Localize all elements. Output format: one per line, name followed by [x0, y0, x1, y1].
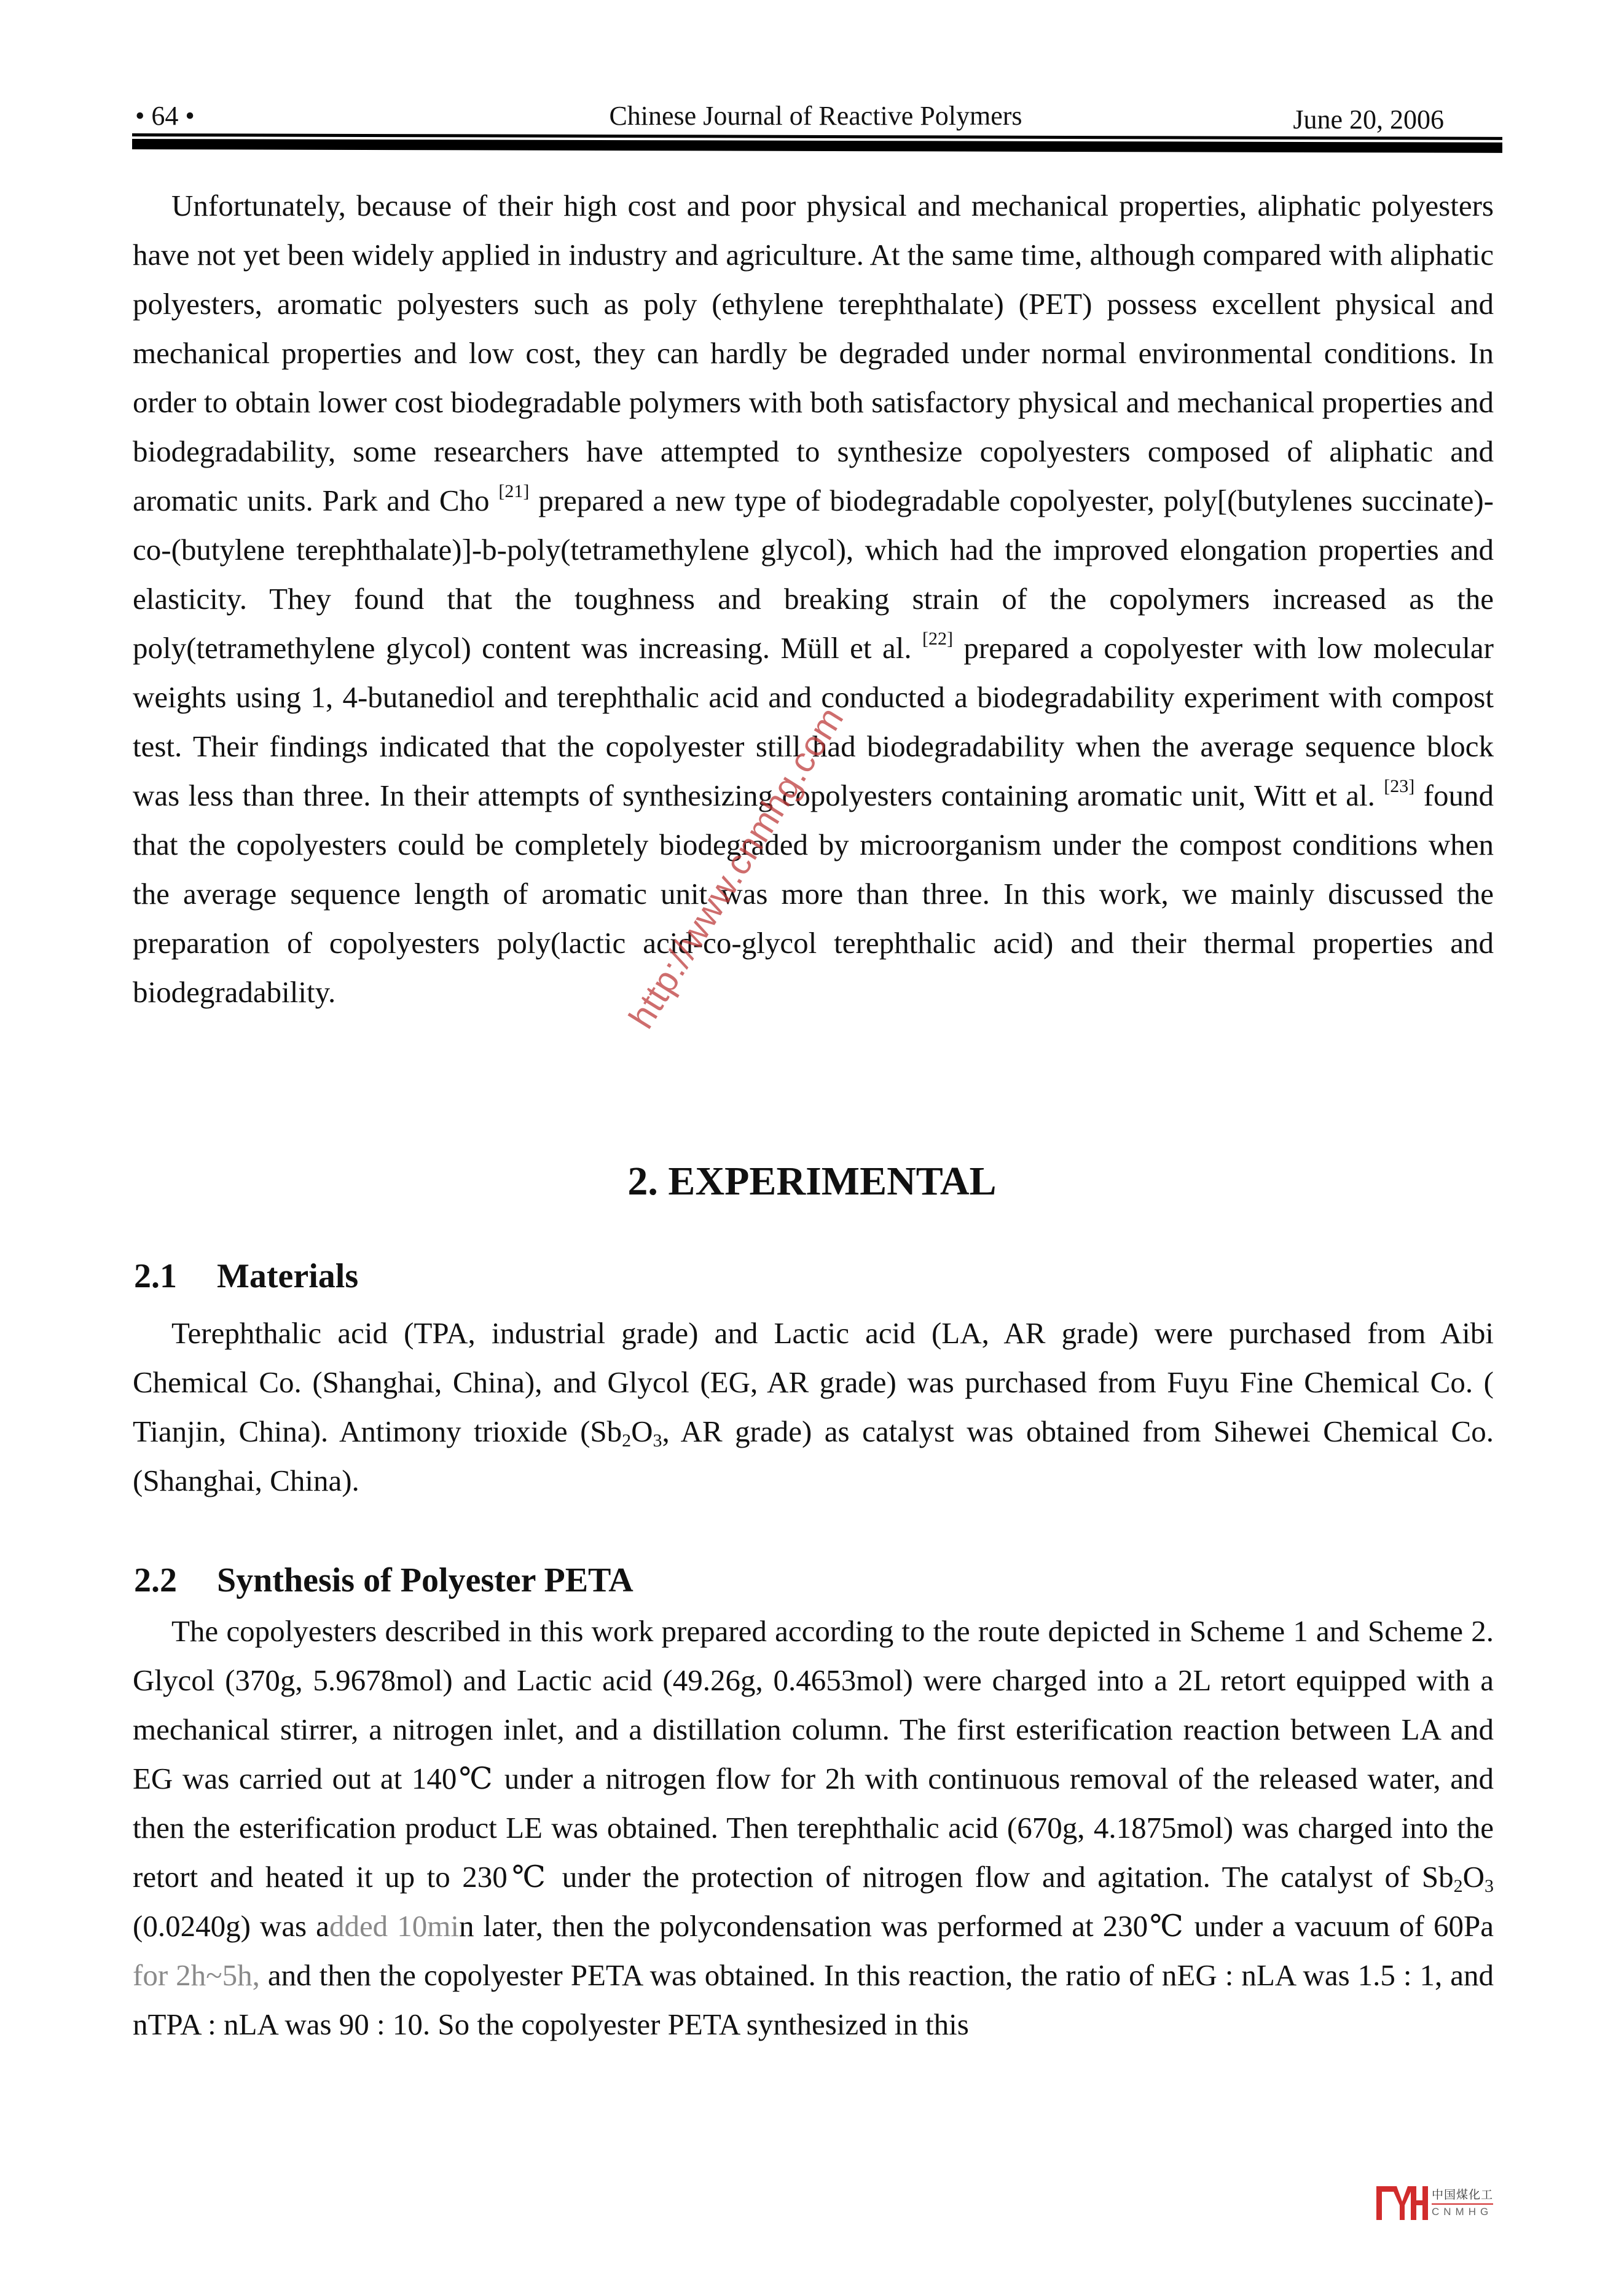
running-header [129, 95, 1502, 135]
intro-text-c: prepared a copolyester with low molecular weights using 1, 4-butanediol and terephthalic acid and conducted a biodegradability experiment with compost test. Their findings indicated that the copolyester still had biodegradability when the average sequence block was less than three. In their attempts of synthesizing copolyesters containing aromatic unit, Witt et al. [133, 631, 1494, 812]
subscript: 3 [1485, 1876, 1494, 1896]
subsection-number: 2.2 [134, 1561, 177, 1599]
citation-21: [21] [498, 481, 530, 501]
materials-text-c: , AR grade) as catalyst was obtained from Sihewei Chemical Co. (Shanghai, China). [133, 1414, 1494, 1497]
header-rule-thick [132, 139, 1502, 153]
intro-text-a: Unfortunately, because of their high cost and poor physical and mechanical properties, aliphatic polyesters have not yet been widely applied in industry and agriculture. At the same time, although compared with aliphatic polyesters, aromatic polyesters such as poly (ethylene terephthalate) (PET) possess excellent physical and mechanical properties and low cost, they can hardly be degraded under normal environmental conditions. In order to obtain lower cost biodegradable polymers with both satisfactory physical and mechanical properties and biodegradability, some researchers have attempted to synthesize copolyesters composed of aliphatic and aromatic units. Park and Cho [133, 189, 1494, 517]
journal-title: Chinese Journal of Reactive Polymers [609, 101, 1022, 131]
subsection-title: Materials [217, 1257, 359, 1295]
url-watermark: http://www.cnmhg.com [621, 699, 852, 1035]
materials-text-b: O [631, 1414, 653, 1448]
subsection-title: Synthesis of Polyester PETA [217, 1561, 634, 1599]
subscript: 3 [653, 1430, 662, 1451]
page-number: • 64 • [135, 101, 195, 131]
logo-chinese-text: 中国煤化工 [1432, 2186, 1493, 2205]
synthesis-text-b: O [1462, 1860, 1485, 1894]
synthesis-text-a: The copolyesters described in this work prepared according to the route depicted in Scheme 1 and Scheme 2. Glycol (370g, 5.9678mol) and Lactic acid (49.26g, 0.4653mol) were charged into a 2L retort equipped with a mechanical stirrer, a nitrogen inlet, and a distillation column. The first esterification reaction between LA and EG was carried out at 140℃ under a nitrogen flow for 2h with continuous removal of the released water, and then the esterification product LE was obtained. Then terephthalic acid (670g, 4.1875mol) was charged into the retort and heated it up to 230℃ under the protection of nitrogen flow and agitation. The catalyst of Sb [133, 1614, 1494, 1894]
intro-text-b: prepared a new type of biodegradable copolyester, poly[(butylenes succinate)-co-(butylene terephthalate)]-b-poly(tetramethylene glycol), which had the improved elongation properties and elasticity. They found that the toughness and breaking strain of the copolymers increased as the poly(tetramethylene glycol) content was increasing. Müll et al. [133, 484, 1494, 665]
logo-mark-icon [1376, 2183, 1428, 2220]
faded-text: dded 10mi [329, 1909, 459, 1943]
synthesis-text-e: and then the copolyester PETA was obtained. In this reaction, the ratio of nEG : nLA was 1.5 : 1, and nTPA : nLA was 90 : 10. So the copolyester PETA synthesized in this [133, 1958, 1494, 2041]
faded-text: for 2h~5h, [133, 1958, 260, 1992]
subscript: 2 [1453, 1876, 1463, 1896]
subsection-heading-synthesis [134, 1561, 634, 1600]
subscript: 2 [622, 1430, 632, 1451]
issue-date: June 20, 2006 [1293, 104, 1444, 135]
section-heading-experimental: 2. EXPERIMENTAL [627, 1159, 997, 1204]
subsection-heading-materials [134, 1257, 358, 1296]
cnmhg-logo [1376, 2183, 1493, 2220]
synthesis-paragraph [133, 1607, 1494, 2049]
synthesis-text-c: (0.0240g) was a [133, 1909, 329, 1943]
materials-paragraph [133, 1309, 1494, 1505]
citation-23: [23] [1384, 776, 1415, 796]
synthesis-text-d: n later, then the polycondensation was performed at 230℃ under a vacuum of 60Pa [458, 1909, 1494, 1943]
intro-text-d: found that the copolyesters could be completely biodegraded by microorganism under the compost conditions when the average sequence length of aromatic unit was more than three. In this work, we mainly discussed the preparation of copolyesters poly(lactic acid-co-glycol terephthalic acid) and their thermal properties and biodegradability. [133, 779, 1494, 1009]
subsection-number: 2.1 [134, 1257, 177, 1295]
materials-text-a: Terephthalic acid (TPA, industrial grade) and Lactic acid (LA, AR grade) were purchased from Aibi Chemical Co. (Shanghai, China), and Glycol (EG, AR grade) was purchased from Fuyu Fine Chemical Co. ( Tianjin, China). Antimony trioxide (Sb [133, 1316, 1494, 1448]
intro-paragraph [133, 181, 1494, 1017]
citation-22: [22] [922, 629, 953, 649]
logo-english-text: CNMHG [1432, 2205, 1493, 2218]
